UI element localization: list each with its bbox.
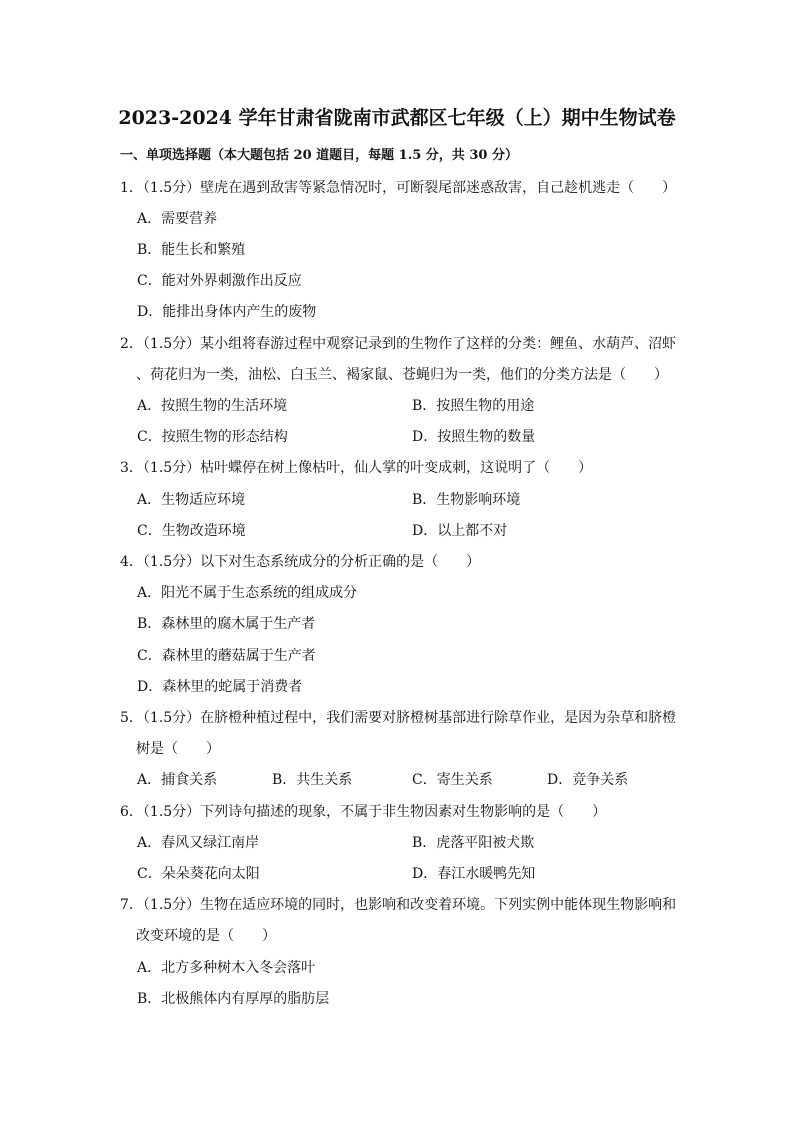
question-1-option-d: D．能排出身体内产生的废物 [137,304,317,320]
question-4-option-d: D．森林里的蛇属于消费者 [137,679,303,695]
question-5-option-a: A．捕食关系 [137,772,218,788]
question-3-stem: 3．（1.5分）枯叶蝶停在树上像枯叶，仙人掌的叶变成刺，这说明了（ ） [120,460,593,476]
question-5-option-b: B．共生关系 [272,772,353,788]
question-5-stem: 5．（1.5分）在脐橙种植过程中，我们需要对脐橙树基部进行除草作业，是因为杂草和脐橙 [120,710,677,726]
question-3-option-b: B．生物影响环境 [412,492,521,508]
question-3-option-c: C．生物改造环境 [137,523,246,539]
question-7-option-b: B．北极熊体内有厚厚的脂肪层 [137,991,330,1007]
question-4-stem: 4．（1.5分）以下对生态系统成分的分析正确的是（ ） [120,554,481,570]
question-6-option-a: A．春风又绿江南岸 [137,835,260,851]
question-3-option-a: A．生物适应环境 [137,492,246,508]
question-1-option-c: C．能对外界刺激作出反应 [137,273,302,289]
question-7-stem: 7．（1.5分）生物在适应环境的同时，也影响和改变着环境。下列实例中能体现生物影响和 [120,897,677,913]
question-4-option-a: A．阳光不属于生态系统的组成成分 [137,585,358,601]
question-2-option-b: B．按照生物的用途 [412,398,535,414]
question-3-option-d: D．以上都不对 [412,523,508,539]
question-6-option-b: B．虎落平阳被犬欺 [412,835,535,851]
question-5-option-c: C．寄生关系 [412,772,493,788]
question-5-stem-continued: 树是（ ） [136,741,220,757]
question-6-option-d: D．春江水暖鸭先知 [412,866,536,882]
question-4-option-b: B．森林里的腐木属于生产者 [137,616,316,632]
question-1-option-b: B．能生长和繁殖 [137,242,246,258]
question-7-stem-continued: 改变环境的是（ ） [136,928,276,944]
page-title: 2023-2024 学年甘肃省陇南市武都区七年级（上）期中生物试卷 [118,107,676,129]
question-2-option-a: A．按照生物的生活环境 [137,398,288,414]
question-2-option-d: D．按照生物的数量 [412,429,536,445]
section-heading: 一、单项选择题（本大题包括 20 道题目，每题 1.5 分，共 30 分） [120,148,518,163]
question-2-stem: 2．（1.5分）某小组将春游过程中观察记录到的生物作了这样的分类：鲤鱼、水葫芦、沼虾 [120,336,677,352]
question-1-option-a: A．需要营养 [137,211,218,227]
question-4-option-c: C．森林里的蘑菇属于生产者 [137,648,316,664]
question-2-option-c: C．按照生物的形态结构 [137,429,288,445]
question-7-option-a: A．北方多种树木入冬会落叶 [137,960,316,976]
question-5-option-d: D．竞争关系 [547,772,629,788]
question-6-option-c: C．朵朵葵花向太阳 [137,866,260,882]
question-2-stem-continued: 、荷花归为一类，油松、白玉兰、褐家鼠、苍蝇归为一类，他们的分类方法是（ ） [136,367,668,383]
question-6-stem: 6．（1.5分）下列诗句描述的现象，不属于非生物因素对生物影响的是（ ） [120,804,607,820]
question-1-stem: 1．（1.5分）壁虎在遇到敌害等紧急情况时，可断裂尾部迷惑敌害，自己趁机逃走（ ） [120,180,677,196]
